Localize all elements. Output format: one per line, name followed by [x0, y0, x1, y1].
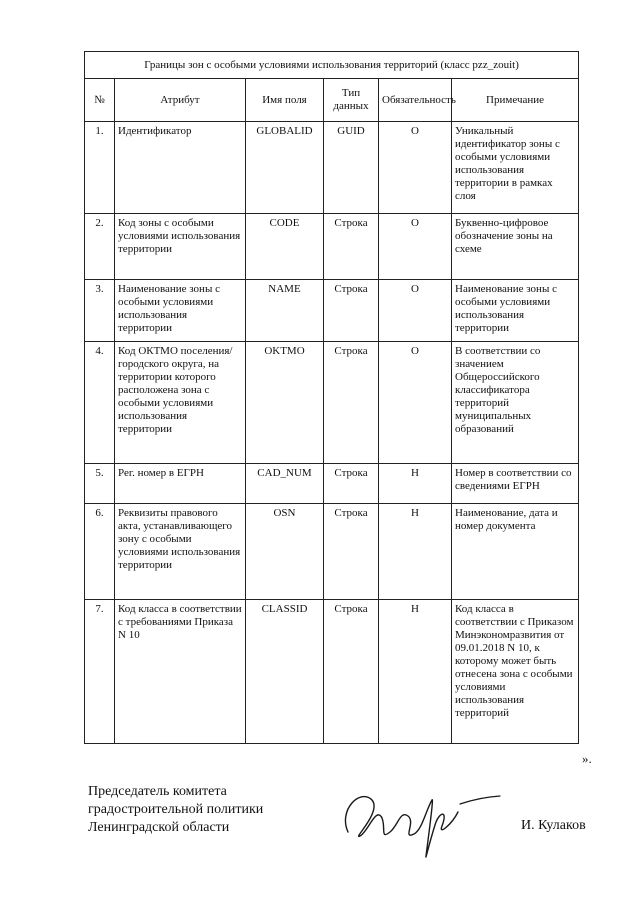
row-data-type: Строка — [324, 600, 379, 744]
row-data-type: Строка — [324, 464, 379, 504]
row-note: Наименование зоны с особыми условиями использования территории — [452, 280, 579, 342]
row-required: Н — [379, 600, 452, 744]
closing-quote: ». — [582, 751, 592, 766]
table-row — [85, 342, 579, 464]
row-field-name: NAME — [246, 280, 324, 342]
table-row — [85, 280, 579, 342]
row-num: 2. — [85, 214, 115, 280]
table-row — [85, 122, 579, 214]
row-num: 1. — [85, 122, 115, 214]
row-attribute: Идентификатор — [115, 122, 246, 214]
attributes-table — [84, 51, 579, 744]
row-attribute: Код ОКТМО поселения/городского округа, на территории которого расположена зона с особыми условиями использования территории — [115, 342, 246, 464]
row-data-type: Строка — [324, 280, 379, 342]
signatory-line-1: Председатель комитета — [88, 784, 227, 799]
table-row — [85, 214, 579, 280]
row-num: 6. — [85, 504, 115, 600]
row-required: О — [379, 280, 452, 342]
row-required: О — [379, 122, 452, 214]
table-row — [85, 600, 579, 744]
row-field-name: CLASSID — [246, 600, 324, 744]
table-title: Границы зон с особыми условиями использования территорий (класс pzz_zouit) — [85, 52, 579, 79]
row-required: Н — [379, 464, 452, 504]
row-num: 5. — [85, 464, 115, 504]
row-num: 4. — [85, 342, 115, 464]
col-header-note: Примечание — [452, 79, 579, 122]
signatory-line-3: Ленинградской области — [88, 820, 230, 835]
row-note: Уникальный идентификатор зоны с особыми условиями использования территории в рамках слоя — [452, 122, 579, 214]
table-row — [85, 464, 579, 504]
header-row — [85, 79, 579, 122]
col-header-num: № — [85, 79, 115, 122]
col-header-attribute: Атрибут — [115, 79, 246, 122]
col-header-field-name: Имя поля — [246, 79, 324, 122]
row-data-type: Строка — [324, 342, 379, 464]
row-attribute: Код зоны с особыми условиями использования территории — [115, 214, 246, 280]
row-attribute: Наименование зоны с особыми условиями использования территории — [115, 280, 246, 342]
row-note: Номер в соответствии со сведениями ЕГРН — [452, 464, 579, 504]
row-attribute: Рег. номер в ЕГРН — [115, 464, 246, 504]
row-required: О — [379, 342, 452, 464]
signatory-line-2: градостроительной политики — [88, 802, 264, 817]
row-attribute: Код класса в соответствии с требованиями Приказа N 10 — [115, 600, 246, 744]
row-field-name: CODE — [246, 214, 324, 280]
row-note: Код класса в соответствии с Приказом Минэкономразвития от 09.01.2018 N 10, к которому может быть отнесена зона с особыми условиями использования территорий — [452, 600, 579, 744]
row-note: В соответствии со значением Общероссийского классификатора территорий муниципальных образований — [452, 342, 579, 464]
table-row — [85, 504, 579, 600]
row-data-type: Строка — [324, 214, 379, 280]
row-required: О — [379, 214, 452, 280]
row-attribute: Реквизиты правового акта, устанавливающего зону с особыми условиями использования территории — [115, 504, 246, 600]
row-note: Буквенно-цифровое обозначение зоны на схеме — [452, 214, 579, 280]
row-note: Наименование, дата и номер документа — [452, 504, 579, 600]
handwritten-signature — [330, 770, 510, 865]
row-field-name: OKTMO — [246, 342, 324, 464]
col-header-data-type: Тип данных — [324, 79, 379, 122]
signatory-name: И. Кулаков — [521, 818, 586, 833]
row-required: Н — [379, 504, 452, 600]
row-field-name: GLOBALID — [246, 122, 324, 214]
row-field-name: CAD_NUM — [246, 464, 324, 504]
row-num: 7. — [85, 600, 115, 744]
col-header-required: Обязательность — [379, 79, 452, 122]
row-num: 3. — [85, 280, 115, 342]
row-data-type: GUID — [324, 122, 379, 214]
row-field-name: OSN — [246, 504, 324, 600]
row-data-type: Строка — [324, 504, 379, 600]
signatory-position — [88, 783, 263, 837]
